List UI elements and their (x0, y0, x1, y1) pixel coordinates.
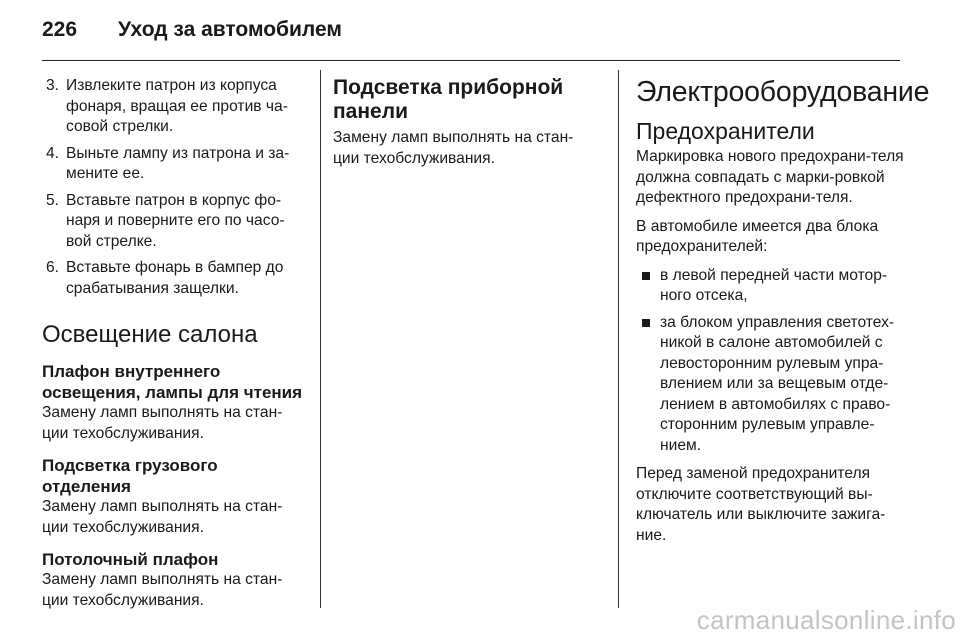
bullet-square-icon (642, 319, 650, 327)
paragraph: В автомобиле имеется два блока предохранителей: (636, 217, 879, 255)
paragraph: Перед заменой предохранителя отключите соответствующий вы-ключатель или выключите зажига-ние. (636, 465, 886, 544)
step-item (42, 258, 304, 299)
subsection-title: Потолочный плафон (42, 550, 219, 569)
subsection-text: Замену ламп выполнять на стан-ции техобслуживания. (42, 498, 283, 536)
column-middle (333, 76, 598, 180)
section-title-interior-lighting: Освещение салона (42, 321, 258, 348)
column-right (636, 76, 930, 557)
step-number: 6. (46, 259, 60, 276)
step-number: 4. (46, 144, 60, 162)
column-left (42, 76, 304, 622)
step-text: Выньте лампу из патрона и за-мените ее. (66, 144, 290, 182)
bullet-list (636, 266, 906, 457)
step-text: Вставьте фонарь в бампер до срабатывания защелки. (66, 259, 284, 297)
column-divider-1 (320, 70, 321, 608)
subsection-text: Замену ламп выполнять на стан-ции техобслуживания. (42, 404, 283, 442)
watermark: carmanualsonline.info (696, 605, 956, 635)
list-item-text: за блоком управления светотех-никой в салоне автомобилей с левосторонним рулевым упра-влением или за вещевым отде-лением в автомобилях с право-сторонним рулевым управле-нием. (660, 313, 895, 454)
subsection-text: Замену ламп выполнять на стан-ции техобслуживания. (42, 571, 283, 609)
subsection-text: Замену ламп выполнять на стан-ции техобслуживания. (333, 129, 574, 167)
subsection-title: Плафон внутреннего освещения, лампы для чтения (42, 362, 303, 402)
list-item (636, 313, 906, 457)
step-number: 3. (46, 77, 60, 94)
page-title: Уход за автомобилем (118, 18, 342, 41)
subsection-title-fuses: Предохранители (636, 118, 815, 144)
header-divider (42, 60, 900, 61)
list-item-text: в левой передней части мотор-ного отсека, (660, 266, 888, 304)
paragraph: Маркировка нового предохрани-теля должна совпадать с марки-ровкой дефектного предохрани-теля. (636, 148, 904, 206)
page-number: 226 (42, 18, 78, 41)
step-text: Вставьте патрон в корпус фо-наря и поверните его по часо-вой стрелке. (66, 191, 285, 250)
column-divider-2 (618, 70, 619, 608)
step-item (42, 76, 304, 138)
list-item (636, 266, 906, 307)
steps-list (42, 76, 304, 299)
step-number: 5. (46, 191, 60, 209)
bullet-square-icon (642, 272, 650, 280)
step-item (42, 144, 304, 185)
step-item (42, 191, 304, 253)
subsection-title-dashboard-lighting: Подсветка приборной панели (333, 76, 564, 123)
chapter-title-electrical: Электрооборудование (636, 76, 930, 108)
page-header (42, 18, 342, 48)
step-text: Извлеките патрон из корпуса фонаря, вращая ее против ча-совой стрелки. (66, 77, 288, 135)
subsection-title: Подсветка грузового отделения (42, 456, 218, 496)
